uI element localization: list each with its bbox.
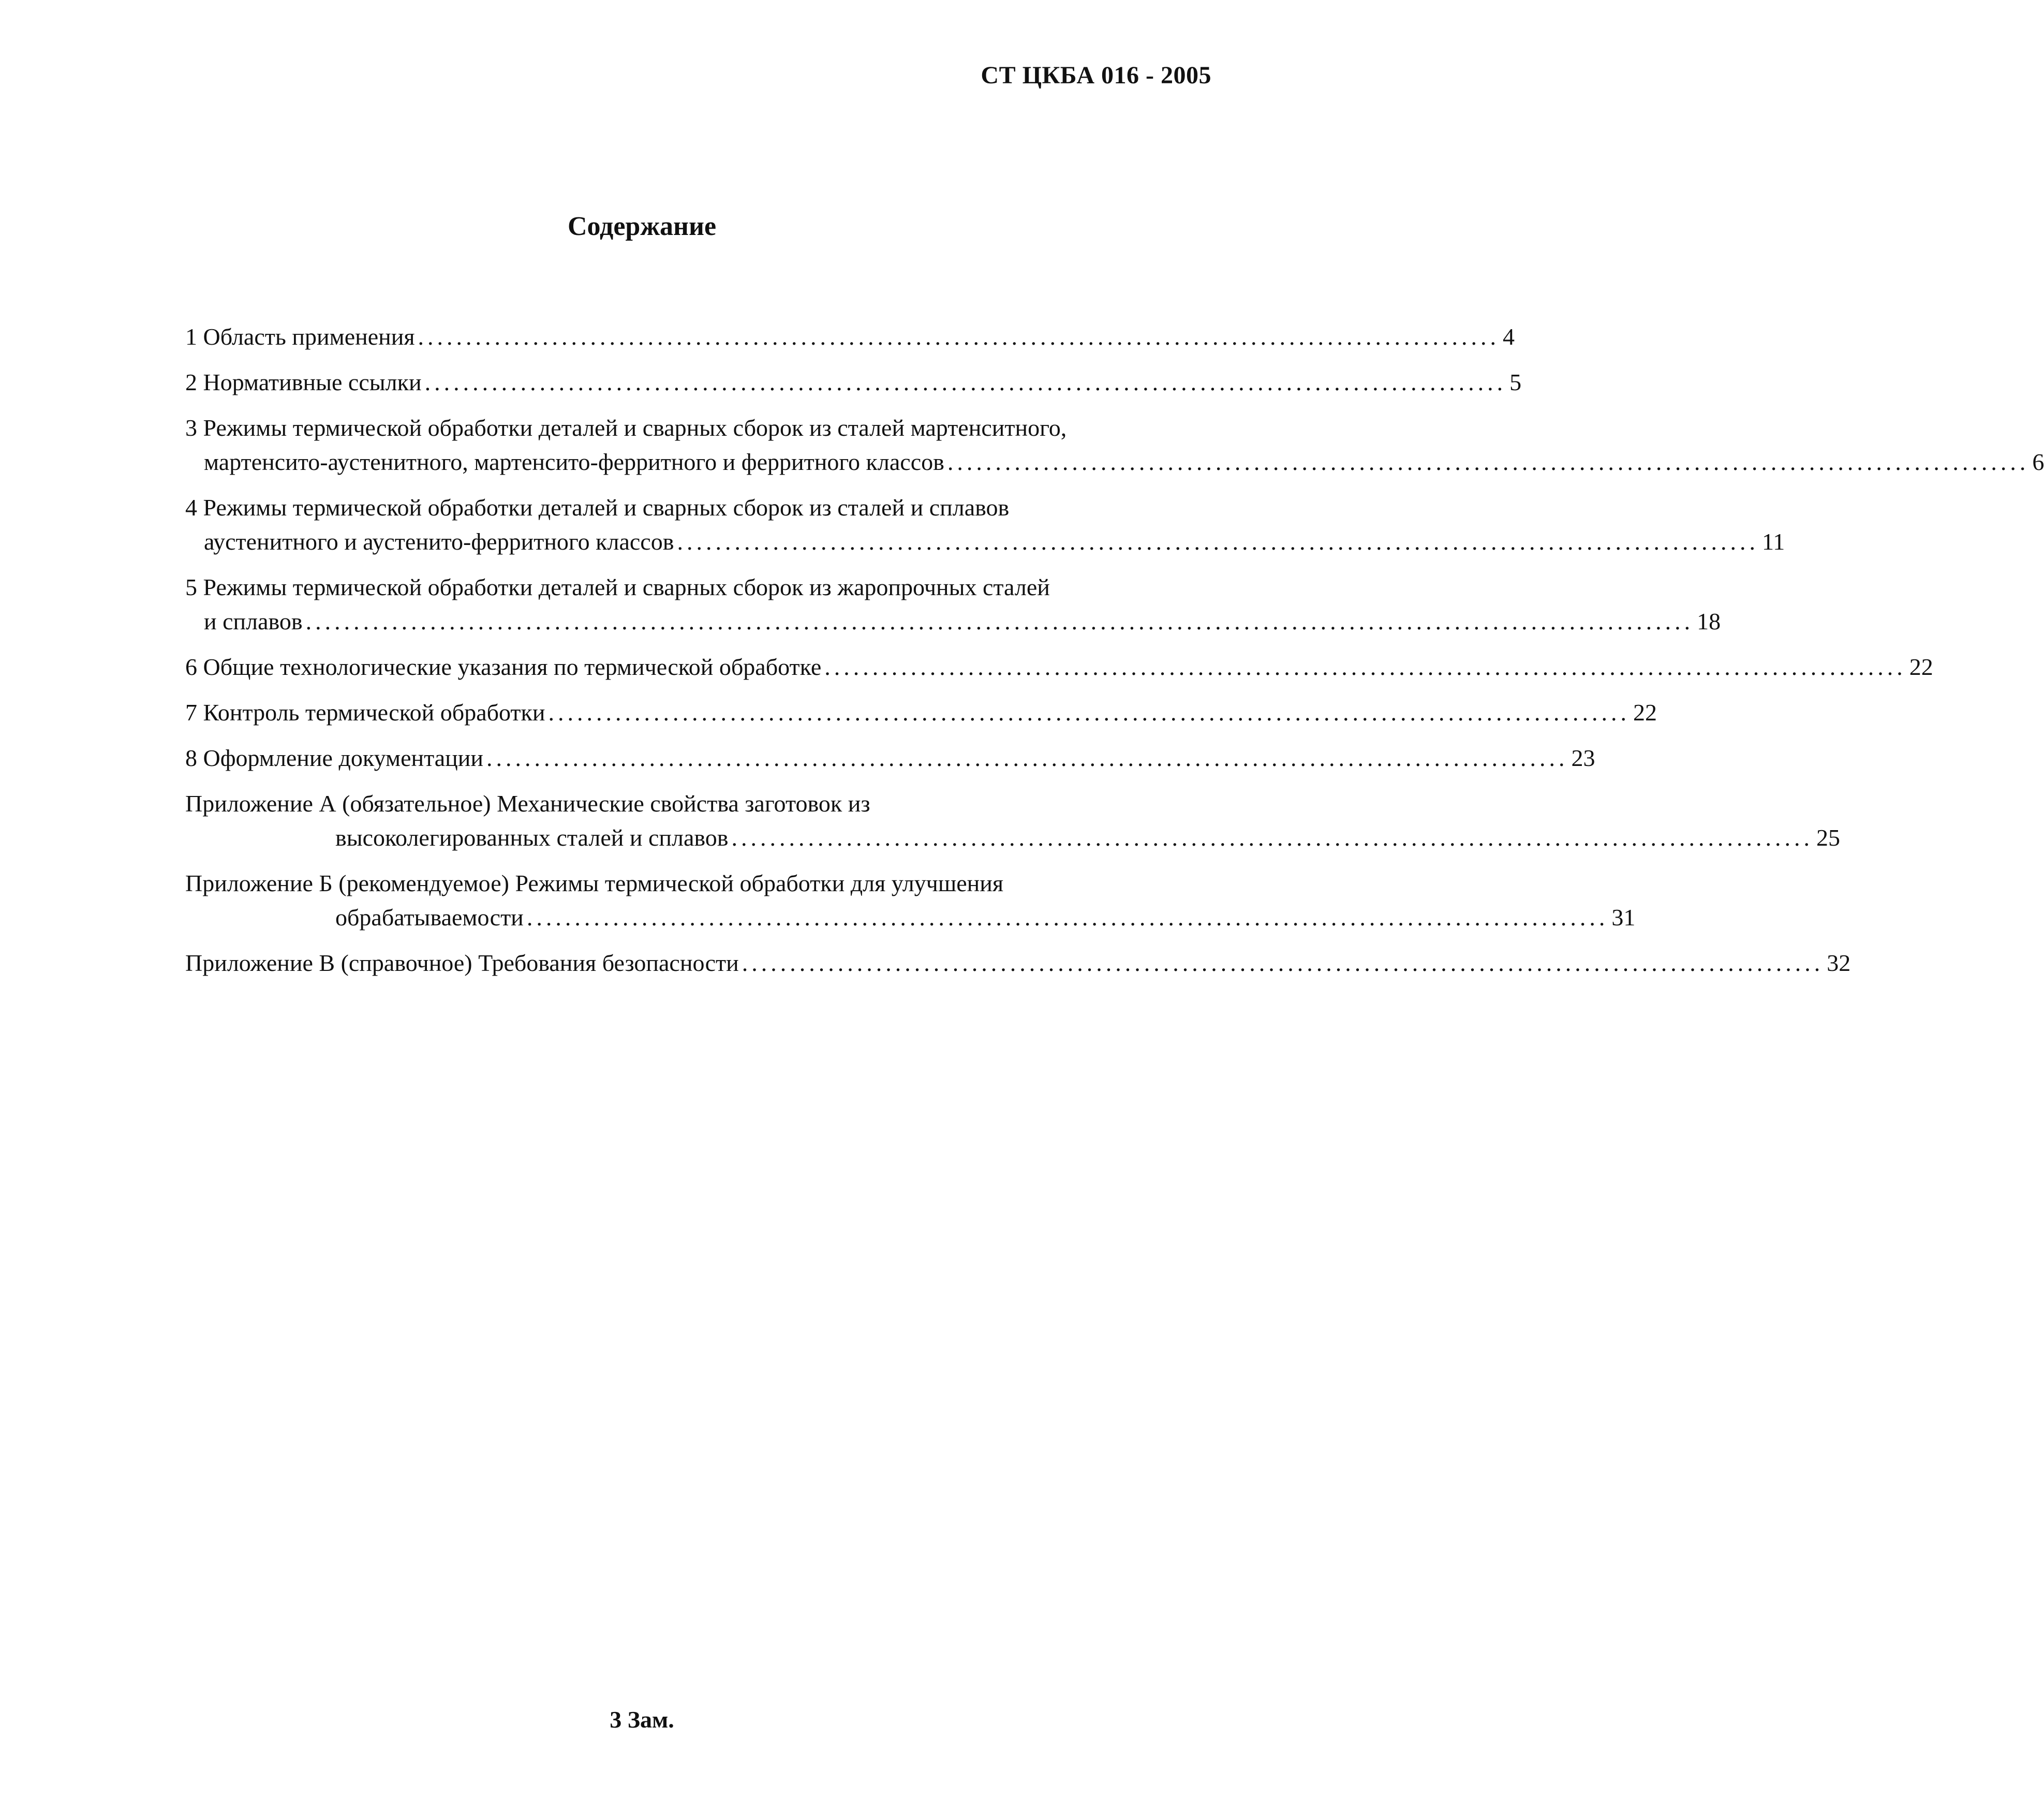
toc-page-number: 25: [1816, 824, 1841, 851]
dot-leader: .................................................................................................................: [824, 654, 1906, 680]
dot-leader: .................................................................................................................: [677, 528, 1759, 555]
toc-entry-title: Приложение В (справочное) Требования безопасности: [185, 950, 739, 976]
toc-entry-title: 8 Оформление документации: [185, 745, 484, 771]
toc-page-number: 23: [1571, 745, 1595, 771]
dot-leader: .................................................................................................................: [526, 904, 1609, 931]
toc-entry-title-continued: аустенитного и аустенито-ферритного классов: [204, 528, 674, 555]
toc-page-number: 4: [1503, 323, 1515, 350]
toc-entry-3[interactable]: [185, 411, 2044, 479]
toc-entry-appendix-b[interactable]: [185, 866, 1636, 935]
toc-page-number: 32: [1827, 950, 1851, 976]
toc-entry-8[interactable]: [185, 741, 1595, 775]
toc-entry-title: 1 Область применения: [185, 323, 415, 350]
toc-entry-title-continued: и сплавов: [204, 608, 303, 634]
dot-leader: .................................................................................................................: [947, 449, 2030, 475]
toc-page-number: 31: [1611, 904, 1636, 931]
dot-leader: .................................................................................................................................................: [305, 608, 1694, 634]
table-of-contents: [185, 320, 2044, 992]
dot-leader: .................................................................................................................: [418, 323, 1500, 350]
toc-entry-1[interactable]: [185, 320, 1515, 354]
toc-entry-appendix-a[interactable]: [185, 787, 1841, 855]
dot-leader: .................................................................................................................: [486, 745, 1568, 771]
toc-page-number: 11: [1761, 528, 1785, 555]
toc-entry-title-continued: обрабатываемости: [335, 904, 524, 931]
toc-entry-appendix-v[interactable]: [185, 946, 1851, 980]
toc-entry-title: 5 Режимы термической обработки деталей и сварных сборок из жаропрочных сталей: [185, 574, 1050, 600]
document-code: СТ ЦКБА 016 - 2005: [981, 62, 1211, 89]
toc-entry-title: 7 Контроль термической обработки: [185, 699, 545, 726]
page-title: Содержание: [567, 212, 717, 241]
toc-entry-2[interactable]: [185, 365, 1522, 400]
toc-entry-7[interactable]: [185, 696, 1657, 730]
toc-entry-5[interactable]: [185, 570, 1721, 639]
toc-entry-title: Приложение Б (рекомендуемое) Режимы термической обработки для улучшения: [185, 870, 1004, 896]
dot-leader: .................................................................................................................: [731, 824, 1814, 851]
toc-entry-title: 2 Нормативные ссылки: [185, 369, 422, 395]
toc-entry-6[interactable]: [185, 650, 1933, 684]
toc-page-number: 6: [2032, 449, 2044, 475]
toc-page-number: 22: [1633, 699, 1657, 726]
toc-entry-title: 6 Общие технологические указания по термической обработке: [185, 654, 822, 680]
toc-entry-title-continued: высоколегированных сталей и сплавов: [335, 824, 729, 851]
toc-entry-title: 3 Режимы термической обработки деталей и сварных сборок из сталей мартенситного,: [185, 415, 1067, 441]
toc-entry-title: Приложение А (обязательное) Механические свойства заготовок из: [185, 790, 870, 817]
toc-page-number: 22: [1909, 654, 1933, 680]
dot-leader: .................................................................................................................: [742, 950, 1824, 976]
dot-leader: .................................................................................................................: [424, 369, 1507, 395]
toc-entry-4[interactable]: [185, 491, 1785, 559]
dot-leader: .................................................................................................................: [548, 699, 1630, 726]
toc-entry-title-continued: мартенсито-аустенитного, мартенсито-ферритного и ферритного классов: [204, 449, 944, 475]
toc-entry-title: 4 Режимы термической обработки деталей и сварных сборок из сталей и сплавов: [185, 494, 1010, 521]
toc-page-number: 5: [1509, 369, 1522, 395]
page-number-footer: 3 Зам.: [610, 1706, 674, 1733]
toc-page-number: 18: [1697, 608, 1721, 634]
